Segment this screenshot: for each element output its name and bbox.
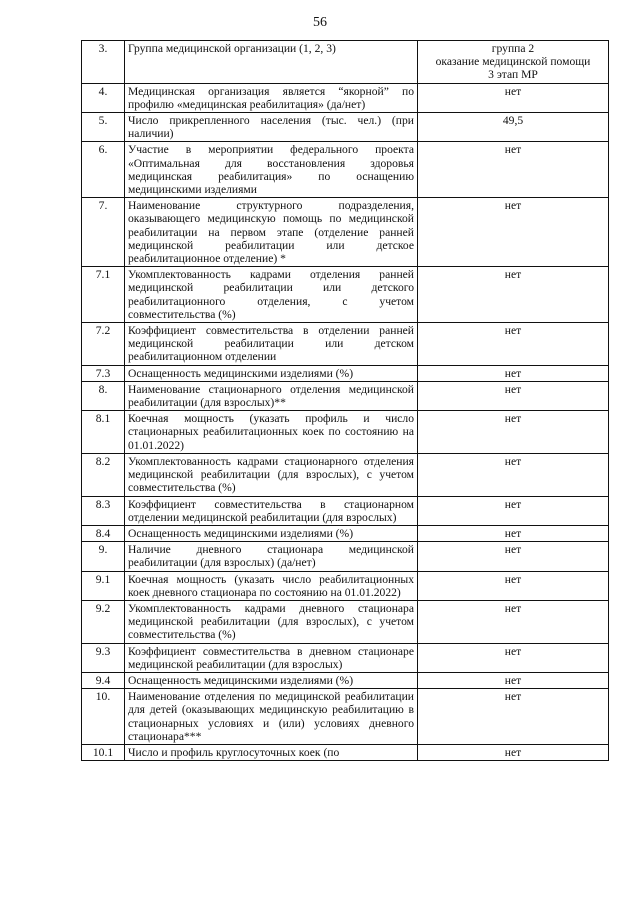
row-value [418, 542, 609, 571]
row-value-line: нет [504, 690, 522, 704]
row-description: Коэффициент совместительства в стационарном отделении медицинской реабилитации (для взрослых) [125, 496, 418, 525]
row-value-line: нет [504, 601, 522, 615]
row-number: 9. [82, 542, 125, 571]
row-value [418, 323, 609, 366]
table-row [82, 142, 609, 198]
row-description: Укомплектованность кадрами отделения ранней медицинской реабилитации или детского реабилитационного отделения, с учетом совместительства (%) [125, 267, 418, 323]
row-number: 10. [82, 689, 125, 745]
row-description: Медицинская организация является “якорной” по профилю «медицинская реабилитация» (да/нет) [125, 83, 418, 112]
row-value [418, 496, 609, 525]
table-row [82, 571, 609, 600]
row-description: Участие в мероприятии федерального проекта «Оптимальная для восстановления здоровья медицинская реабилитация» по оснащению медицинскими изделиями [125, 142, 418, 198]
row-number: 4. [82, 83, 125, 112]
row-number: 9.4 [82, 672, 125, 688]
row-description: Коэффициент совместительства в отделении ранней медицинской реабилитации или детском реабилитационном отделении [125, 323, 418, 366]
row-value [418, 453, 609, 496]
page-number: 56 [313, 15, 327, 30]
row-number: 7.1 [82, 267, 125, 323]
row-value [418, 198, 609, 267]
row-value [418, 381, 609, 410]
table-row [82, 41, 609, 84]
row-number: 9.2 [82, 600, 125, 643]
row-number: 8.2 [82, 453, 125, 496]
table-row [82, 542, 609, 571]
row-value [418, 689, 609, 745]
table-row [82, 113, 609, 142]
row-number: 7.2 [82, 323, 125, 366]
row-value [418, 411, 609, 454]
row-value [418, 600, 609, 643]
row-number: 9.1 [82, 571, 125, 600]
row-value [418, 41, 609, 84]
row-description: Наименование структурного подразделения, оказывающего медицинскую помощь по медицинской реабилитации на первом этапе (отделение ранней медицинской реабилитации или детское реабилитационное отделение) * [125, 198, 418, 267]
row-value-line: оказание медицинской помощи [435, 55, 591, 69]
row-number: 5. [82, 113, 125, 142]
row-number: 3. [82, 41, 125, 84]
table-row [82, 453, 609, 496]
row-value-line: нет [504, 268, 522, 282]
row-value-line: нет [504, 366, 522, 380]
table-row [82, 411, 609, 454]
row-value-line: 49,5 [502, 114, 524, 128]
row-description: Группа медицинской организации (1, 2, 3) [125, 41, 418, 84]
row-value-line: 3 этап МР [488, 68, 538, 82]
row-number: 10.1 [82, 744, 125, 760]
row-number: 7.3 [82, 365, 125, 381]
data-table [81, 40, 609, 761]
row-value-line: нет [504, 543, 522, 557]
row-description: Наименование стационарного отделения медицинской реабилитации (для взрослых)** [125, 381, 418, 410]
table-body [82, 41, 609, 761]
row-number: 6. [82, 142, 125, 198]
row-value [418, 142, 609, 198]
row-value [418, 525, 609, 541]
row-value-line: нет [504, 143, 522, 157]
row-value [418, 744, 609, 760]
row-description: Коечная мощность (указать профиль и число стационарных реабилитационных коек по состоянию на 01.01.2022) [125, 411, 418, 454]
row-value [418, 113, 609, 142]
table-row [82, 496, 609, 525]
row-number: 8.3 [82, 496, 125, 525]
row-value [418, 571, 609, 600]
row-value [418, 365, 609, 381]
table-row [82, 83, 609, 112]
row-description: Оснащенность медицинскими изделиями (%) [125, 365, 418, 381]
table-row [82, 365, 609, 381]
row-description: Коэффициент совместительства в дневном стационаре медицинской реабилитации (для взрослых) [125, 643, 418, 672]
row-description: Наличие дневного стационара медицинской реабилитации (для взрослых) (да/нет) [125, 542, 418, 571]
table-row [82, 744, 609, 760]
row-description: Число прикрепленного населения (тыс. чел.) (при наличии) [125, 113, 418, 142]
row-description: Оснащенность медицинскими изделиями (%) [125, 672, 418, 688]
row-value-line: нет [504, 199, 522, 213]
table-row [82, 381, 609, 410]
table-row [82, 198, 609, 267]
row-number: 8. [82, 381, 125, 410]
row-value [418, 83, 609, 112]
row-value [418, 267, 609, 323]
row-value [418, 643, 609, 672]
table-row [82, 672, 609, 688]
table-row [82, 643, 609, 672]
table-row [82, 689, 609, 745]
row-number: 7. [82, 198, 125, 267]
row-value-line: нет [504, 497, 522, 511]
row-value-line: нет [504, 454, 522, 468]
row-value-line: нет [504, 673, 522, 687]
row-description: Оснащенность медицинскими изделиями (%) [125, 525, 418, 541]
row-value-line: нет [504, 324, 522, 338]
row-value-line: нет [504, 572, 522, 586]
table-row [82, 267, 609, 323]
row-description: Наименование отделения по медицинской реабилитации для детей (оказывающих медицинскую реабилитацию в стационарных условиях и (или) условиях дневного стационара*** [125, 689, 418, 745]
row-value-line: нет [504, 412, 522, 426]
row-value-line: нет [504, 382, 522, 396]
row-description: Число и профиль круглосуточных коек (по [125, 744, 418, 760]
row-value-line: группа 2 [491, 42, 535, 55]
row-value-line: нет [504, 526, 522, 540]
row-value-line: нет [504, 644, 522, 658]
row-number: 8.4 [82, 525, 125, 541]
row-number: 9.3 [82, 643, 125, 672]
row-value [418, 672, 609, 688]
table-row [82, 600, 609, 643]
row-description: Коечная мощность (указать число реабилитационных коек дневного стационара по состоянию на 01.01.2022) [125, 571, 418, 600]
row-description: Укомплектованность кадрами стационарного отделения медицинской реабилитации (для взрослых), с учетом совместительства (%) [125, 453, 418, 496]
table-row [82, 525, 609, 541]
table-row [82, 323, 609, 366]
row-number: 8.1 [82, 411, 125, 454]
row-description: Укомплектованность кадрами дневного стационара медицинской реабилитации (для взрослых), с учетом совместительства (%) [125, 600, 418, 643]
row-value-line: нет [504, 745, 522, 759]
row-value-line: нет [504, 84, 522, 98]
